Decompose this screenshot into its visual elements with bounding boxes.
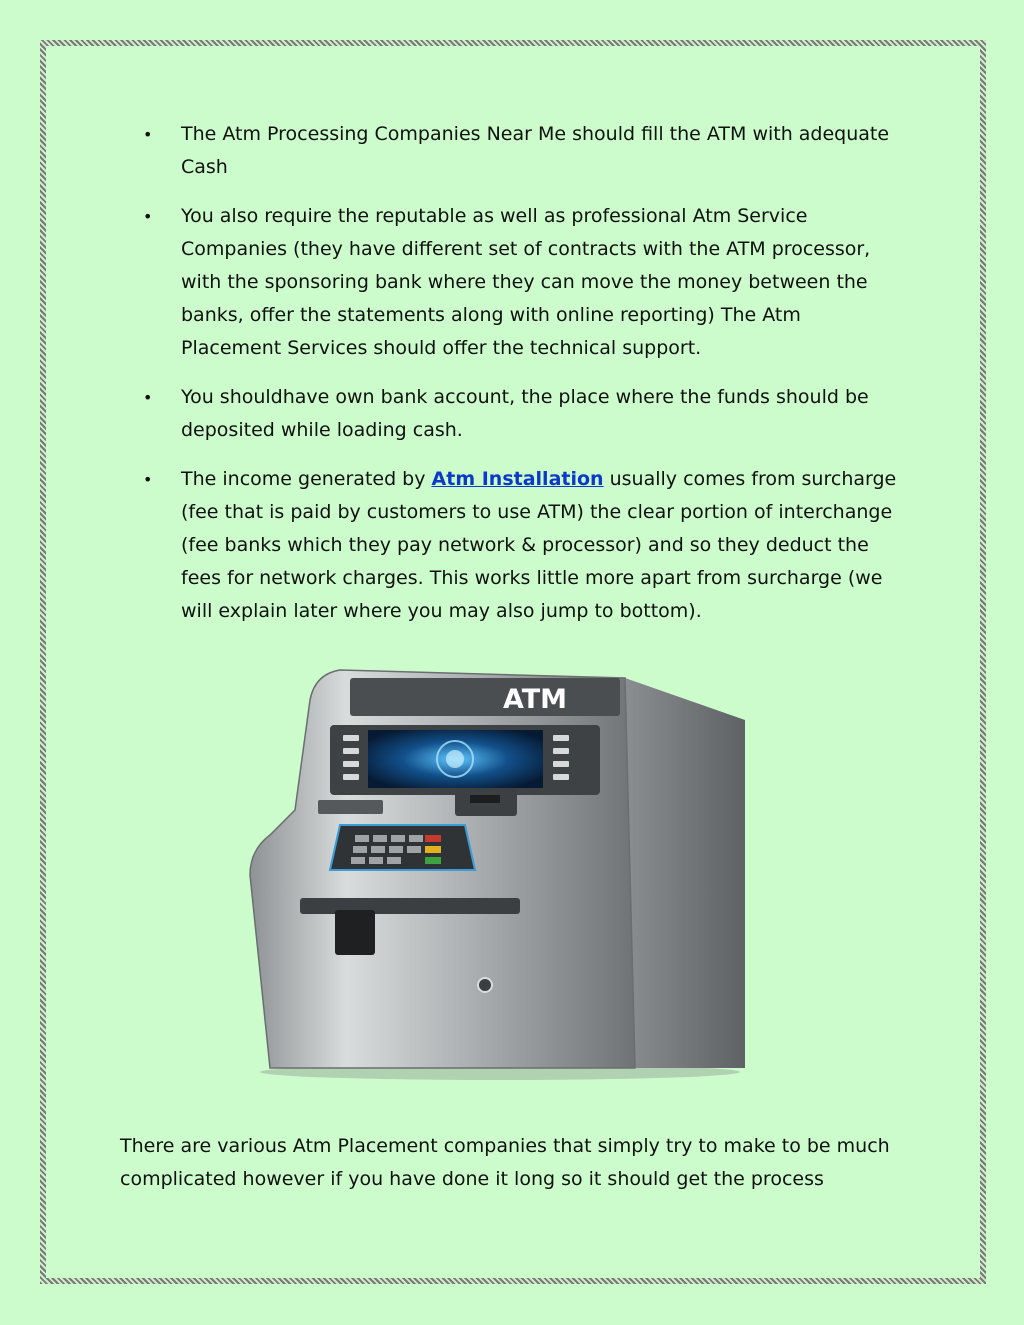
lock-icon (478, 978, 492, 992)
bullet-item (140, 381, 900, 447)
bullet-item (140, 200, 900, 365)
bullet-item (140, 463, 900, 628)
atm-illustration (240, 660, 760, 1080)
bullet-text: You also require the reputable as well as professional Atm Service Companies (they have different set of contracts with the ATM processor, with the sponsoring bank where they can move the money between the banks, offer the statements along with online reporting) The Atm Placement Services should offer the technical support. (181, 205, 871, 359)
bullet-text-after: usually comes from surcharge (fee that is paid by customers to use ATM) the clear portion of interchange (fee banks which they pay network & processor) and so they deduct the fees for network charges. This works little more apart from surcharge (we will explain later where you may also jump to bottom). (181, 468, 897, 622)
atm-side-panel (625, 678, 745, 1068)
atm-machine-image (240, 660, 760, 1080)
bullet-list (140, 118, 900, 644)
dispenser-opening (335, 910, 375, 955)
closing-paragraph: There are various Atm Placement companies that simply try to make to be much complicated however if you have done it long so it should get the process (120, 1135, 890, 1190)
cash-dispenser (300, 898, 520, 914)
bullet-text: You shouldhave own bank account, the place where the funds should be deposited while loading cash. (181, 386, 869, 441)
atm-sign-text: ATM (502, 684, 568, 715)
bullet-text: The Atm Processing Companies Near Me should fill the ATM with adequate Cash (181, 123, 890, 178)
keypad (351, 835, 441, 864)
atm-sign (350, 678, 620, 716)
bullet-text-before: The income generated by (181, 468, 432, 490)
bullet-item (140, 118, 900, 184)
atm-installation-link[interactable]: Atm Installation (431, 468, 604, 490)
receipt-slot (318, 800, 383, 814)
